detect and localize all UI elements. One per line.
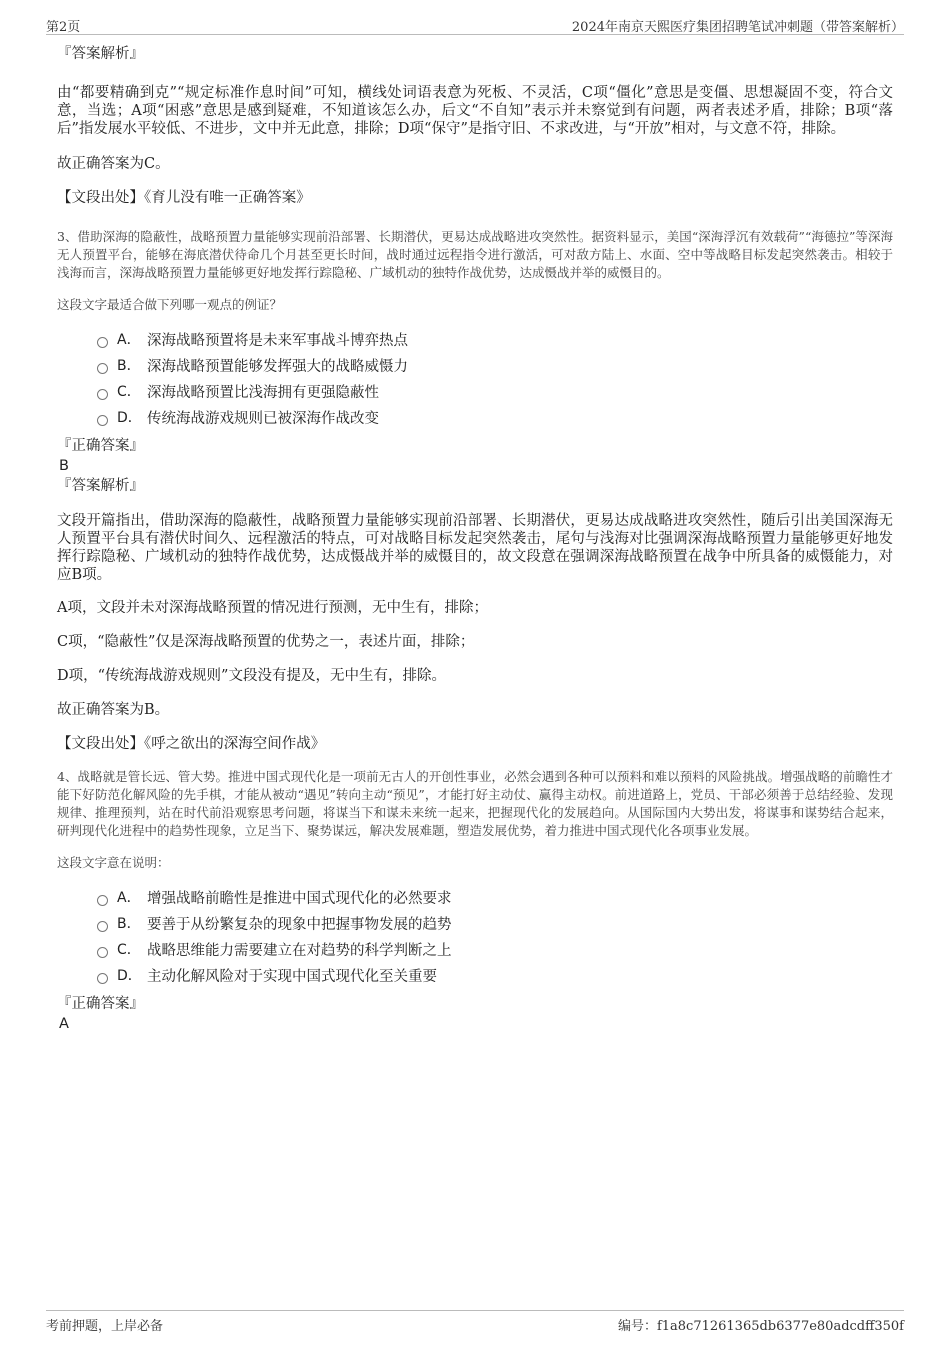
option-d-text: 传统海战游戏规则已被深海作战改变 bbox=[147, 410, 379, 427]
radio-icon[interactable] bbox=[97, 415, 108, 426]
footer-slogan: 考前押题，上岸必备 bbox=[46, 1319, 164, 1334]
analysis-option-a: A项，文段并未对深海战略预置的情况进行预测，无中生有，排除； bbox=[57, 600, 488, 616]
analysis-option-c: C项，“隐蔽性”仅是深海战略预置的优势之一，表述片面，排除； bbox=[57, 634, 475, 650]
option-d-text: 主动化解风险对于实现中国式现代化至关重要 bbox=[147, 968, 437, 985]
option-d[interactable]: D． 主动化解风险对于实现中国式现代化至关重要 bbox=[97, 962, 893, 988]
radio-icon[interactable] bbox=[97, 973, 108, 984]
question-4-text: 4、战略就是管长远、管大势。推进中国式现代化是一项前无古人的开创性事业，必然会遇到各种可以预料和难以预料的风险挑战。增强战略的前瞻性才能下好防范化解风险的先手棋，才能从被动“遇见”转向主动“预见”，才能打好主动仗、赢得主动权。前进道路上，党员、干部必须善于总结经验、发现规律、推理预判，站在时代前沿观察思考问题，将谋当下和谋未来统一起来，把握现代化的发展趋向。从国际国内大势出发，将谋事和谋势结合起来，研判现代化进程中的趋势性现象，立足当下、聚势谋远，解决发展难题，塑造发展优势，着力推进中国式现代化各项事业发展。 bbox=[57, 769, 893, 838]
correct-answer-value: A bbox=[59, 1016, 69, 1032]
option-c-text: 战略思维能力需要建立在对趋势的科学判断之上 bbox=[147, 942, 452, 959]
page-footer bbox=[46, 1310, 904, 1335]
radio-icon[interactable] bbox=[97, 947, 108, 958]
radio-icon[interactable] bbox=[97, 337, 108, 348]
radio-icon[interactable] bbox=[97, 921, 108, 932]
source-text: 【文段出处】《育儿没有唯一正确答案》 bbox=[57, 190, 311, 206]
page-content bbox=[57, 44, 893, 1034]
option-c[interactable]: C． 战略思维能力需要建立在对趋势的科学判断之上 bbox=[97, 936, 893, 962]
option-d[interactable]: D． 传统海战游戏规则已被深海作战改变 bbox=[97, 404, 893, 430]
option-a-text: 深海战略预置将是未来军事战斗博弈热点 bbox=[147, 332, 408, 349]
option-b[interactable]: B． 深海战略预置能够发挥强大的战略威慑力 bbox=[97, 352, 893, 378]
option-a-text: 增强战略前瞻性是推进中国式现代化的必然要求 bbox=[147, 890, 452, 907]
option-a[interactable]: A． 深海战略预置将是未来军事战斗博弈热点 bbox=[97, 326, 893, 352]
document-title: 2024年南京天熙医疗集团招聘笔试冲刺题（带答案解析） bbox=[571, 20, 904, 35]
question-4-prompt: 这段文字意在说明： bbox=[57, 855, 170, 870]
option-b-text: 要善于从纷繁复杂的现象中把握事物发展的趋势 bbox=[147, 916, 452, 933]
question-3-text: 3、借助深海的隐蔽性，战略预置力量能够实现前沿部署、长期潜伏，更易达成战略进攻突然性。据资料显示，美国“深海浮沉有效载荷”“海德拉”等深海无人预置平台，能够在海底潜伏待命几个月甚至更长时间，战时通过远程指令进行激活，可对敌方陆上、水面、空中等战略目标发起突然袭击。相较于浅海而言，深海战略预置力量能够更好地发挥行踪隐秘、广域机动的独特作战优势，达成慑战并举的威慑目的。 bbox=[57, 229, 893, 280]
radio-icon[interactable] bbox=[97, 363, 108, 374]
correct-answer-label: 『正确答案』 bbox=[57, 996, 144, 1012]
page-number: 第2页 bbox=[46, 20, 81, 35]
option-b[interactable]: B． 要善于从纷繁复杂的现象中把握事物发展的趋势 bbox=[97, 910, 893, 936]
option-c-text: 深海战略预置比浅海拥有更强隐蔽性 bbox=[147, 384, 379, 401]
document-code: 编号：f1a8c71261365db6377e80adcdff350f bbox=[617, 1319, 904, 1334]
answer-analysis-text: 文段开篇指出，借助深海的隐蔽性，战略预置力量能够实现前沿部署、长期潜伏，更易达成战略进攻突然性，随后引出美国深海无人预置平台具有潜伏时间久、远程激活的特点，可对战略目标发起突然袭击，尾句与浅海对比强调深海战略预置力量能够更好地发挥行踪隐秘、广域机动的独特作战优势，达成慑战并举的威慑目的，故文段意在强调深海战略预置在战争中所具备的威慑能力，对应B项。 bbox=[57, 513, 893, 583]
answer-analysis-label: 『答案解析』 bbox=[57, 46, 144, 62]
question-3-options bbox=[57, 326, 893, 430]
question-4-options bbox=[57, 884, 893, 988]
radio-icon[interactable] bbox=[97, 389, 108, 400]
question-3-prompt: 这段文字最适合做下列哪一观点的例证？ bbox=[57, 297, 283, 312]
answer-analysis-label: 『答案解析』 bbox=[57, 478, 144, 494]
option-c[interactable]: C． 深海战略预置比浅海拥有更强隐蔽性 bbox=[97, 378, 893, 404]
source-text: 【文段出处】《呼之欲出的深海空间作战》 bbox=[57, 736, 326, 752]
correct-answer-value: B bbox=[59, 458, 69, 474]
conclusion-text: 故正确答案为B。 bbox=[57, 702, 170, 718]
option-a[interactable]: A． 增强战略前瞻性是推进中国式现代化的必然要求 bbox=[97, 884, 893, 910]
radio-icon[interactable] bbox=[97, 895, 108, 906]
conclusion-text: 故正确答案为C。 bbox=[57, 156, 170, 172]
analysis-option-d: D项，“传统海战游戏规则”文段没有提及，无中生有，排除。 bbox=[57, 668, 446, 684]
page-header bbox=[46, 14, 904, 35]
correct-answer-label: 『正确答案』 bbox=[57, 438, 144, 454]
answer-analysis-text: 由“都要精确到克”“规定标准作息时间”可知，横线处词语表意为死板、不灵活，C项“僵化”意思是变僵、思想凝固不变，符合文意，当选；A项“困惑”意思是感到疑难，不知道该怎么办，后文“不自知”表示并未察觉到有问题，两者表述矛盾，排除；B项“落后”指发展水平较低、不进步，文中并无此意，排除；D项“保守”是指守旧、不求改进，与“开放”相对，与文意不符，排除。 bbox=[57, 85, 893, 137]
option-b-text: 深海战略预置能够发挥强大的战略威慑力 bbox=[147, 358, 408, 375]
